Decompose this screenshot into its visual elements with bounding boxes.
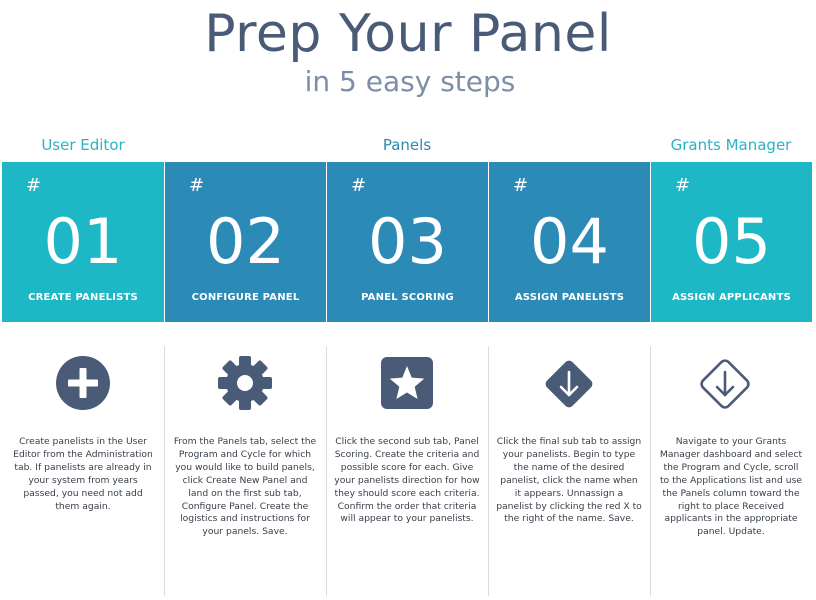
step-description-03: Click the second sub tab, Panel Scoring. Create the criteria and possible score for each. Give your panelists direction for how they should score each criteria. Confirm the order that criteria will appear to your panelists.: [334, 436, 480, 525]
step-tile-04: [489, 162, 650, 322]
star-square-icon: [379, 355, 435, 411]
step-tile-01: [2, 162, 164, 322]
step-description-04: Click the final sub tab to assign your panelists. Begin to type the name of the desired panelist, click the name when it appears. Unnassign a panelist by clicking the red X to the right of the name. Save.: [496, 436, 642, 525]
step-description-02: From the Panels tab, select the Program and Cycle for which you would like to build panels, click Create New Panel and land on the first sub tab, Configure Panel. Create the logistics and instructions for your panels. Save.: [173, 436, 317, 538]
arrow-down-diamond-outline-icon: [696, 355, 752, 411]
step-number: 01: [43, 205, 123, 278]
section-label-grants-manager: Grants Manager: [670, 136, 792, 154]
section-label-user-editor: User Editor: [41, 136, 125, 154]
page-title: Prep Your Panel: [204, 4, 612, 64]
page-subtitle: in 5 easy steps: [304, 65, 516, 98]
hash-symbol: #: [351, 175, 367, 196]
gear-icon: [217, 355, 273, 411]
column-divider: [488, 346, 489, 596]
step-number: 02: [206, 205, 285, 278]
step-tile-03: [327, 162, 488, 322]
section-label-panels: Panels: [382, 136, 432, 154]
step-tile-02: [165, 162, 326, 322]
hash-symbol: #: [189, 175, 205, 196]
step-number: 04: [530, 205, 609, 278]
column-divider: [164, 346, 165, 596]
arrow-down-diamond-icon: [540, 355, 596, 411]
hash-symbol: #: [675, 175, 691, 196]
step-description-05: Navigate to your Grants Manager dashboard and select the Program and Cycle, scroll to the Applications list and use the Panels column toward the right to place Received applicants in the appropriate panel. Update.: [659, 436, 803, 538]
hash-symbol: #: [513, 175, 529, 196]
step-label: ASSIGN PANELISTS: [514, 292, 625, 303]
hash-symbol: #: [26, 175, 42, 196]
step-label: PANEL SCORING: [361, 292, 454, 303]
step-number: 03: [368, 205, 447, 278]
step-label: CONFIGURE PANEL: [191, 292, 300, 303]
step-description-01: Create panelists in the User Editor from the Administration tab. If panelists are already in your system from years passed, you need not add them again.: [13, 436, 153, 512]
step-number: 05: [692, 205, 771, 278]
plus-circle-icon: [55, 355, 111, 411]
column-divider: [650, 346, 651, 596]
step-label: CREATE PANELISTS: [28, 292, 138, 303]
step-label: ASSIGN APPLICANTS: [672, 292, 791, 303]
step-tile-05: [651, 162, 812, 322]
column-divider: [326, 346, 327, 596]
